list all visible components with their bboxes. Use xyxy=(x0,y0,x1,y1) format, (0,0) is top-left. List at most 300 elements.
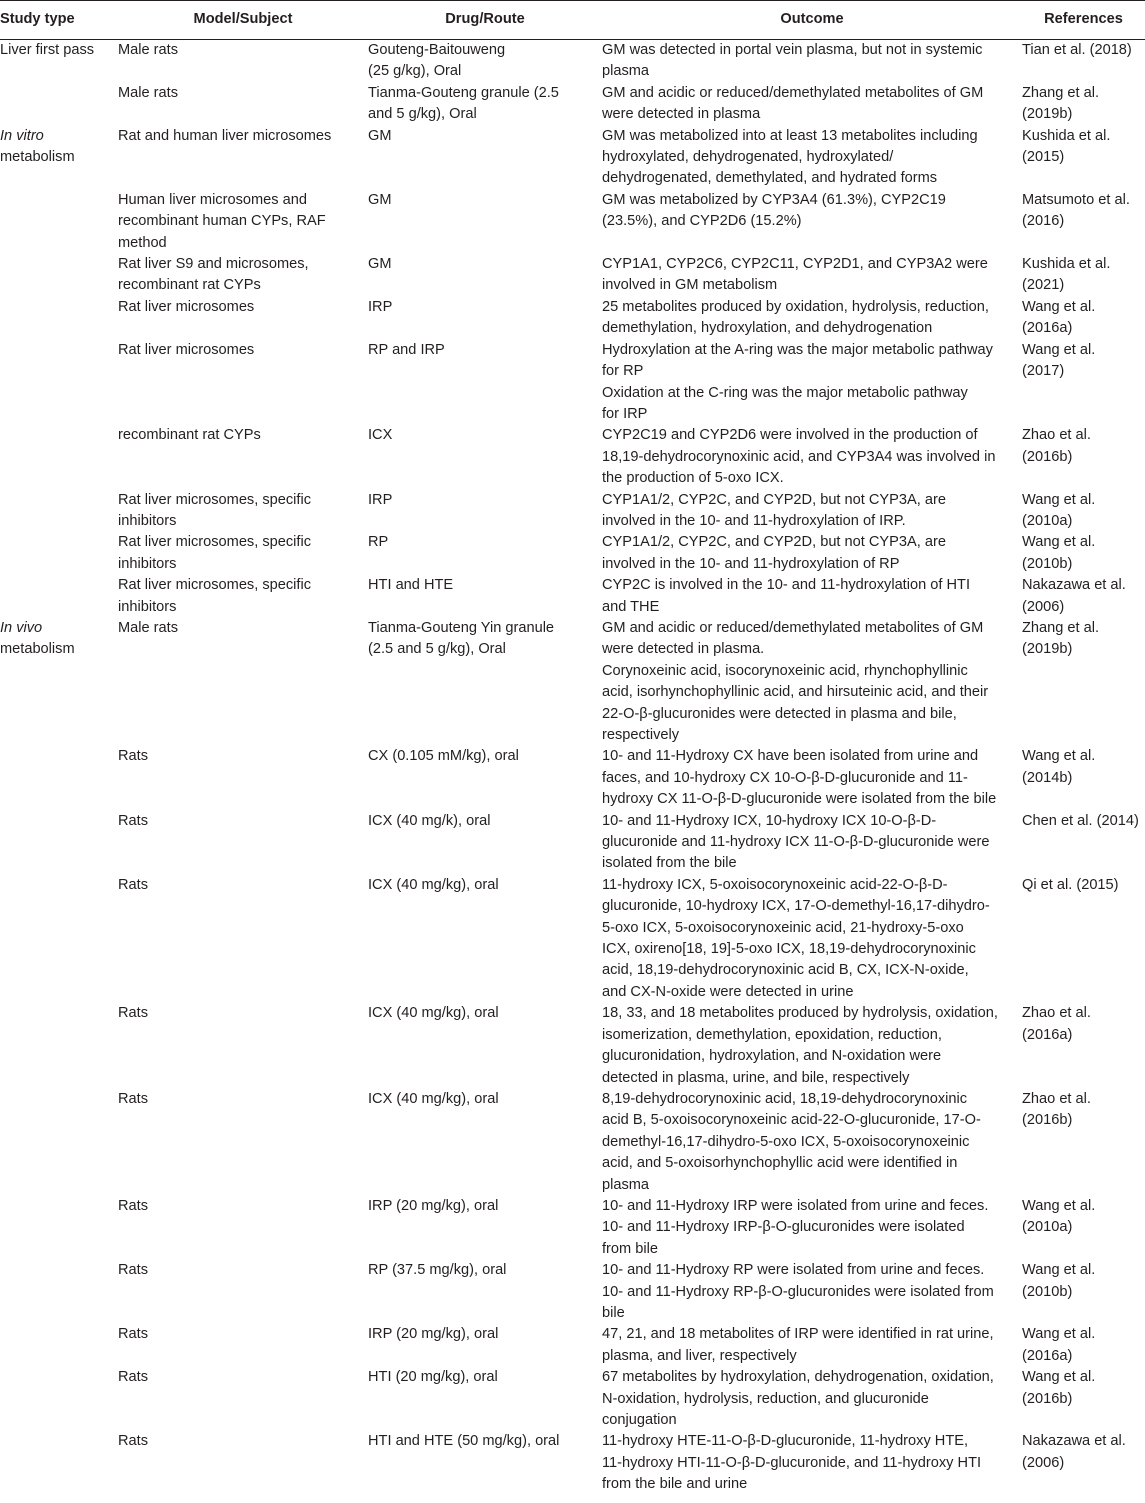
cell-outcome-line: 10- and 11-Hydroxy RP were isolated from urine and feces. xyxy=(602,1262,985,1279)
cell-outcome-line: 10- and 11-Hydroxy IRP were isolated from urine and feces. xyxy=(602,1197,989,1214)
cell-model-subject-line: Rats xyxy=(118,876,149,893)
cell-reference xyxy=(1022,297,1145,340)
cell-outcome-line: glucuronidation, hydroxylation, and N-oxidation were xyxy=(602,1048,942,1065)
cell-reference xyxy=(1022,1431,1145,1495)
cell-model-subject xyxy=(118,40,368,83)
cell-drug-route-line: and 5 g/kg), Oral xyxy=(368,106,477,123)
cell-reference-line: Wang et al. xyxy=(1022,1369,1096,1386)
cell-reference-line: Wang et al. xyxy=(1022,534,1096,551)
cell-study-type-line: metabolism xyxy=(0,641,75,658)
cell-study-type-line: Liver first pass xyxy=(0,42,95,58)
cell-reference-line: (2019b) xyxy=(1022,106,1073,123)
cell-drug-route-line: IRP xyxy=(368,491,393,508)
cell-outcome-line: 5-oxo ICX, 5-oxoisocorynoxeinic acid, 21-hydroxy-5-oxo xyxy=(602,919,964,936)
table-row xyxy=(0,1260,1145,1324)
cell-reference-line: Wang et al. xyxy=(1022,748,1096,765)
cell-outcome-line: and CX-N-oxide were detected in urine xyxy=(602,983,854,1000)
cell-study-type xyxy=(0,425,118,489)
cell-reference xyxy=(1022,490,1145,533)
cell-outcome-line: faces, and 10-hydroxy CX 10-O-β-D-glucuronide and 11- xyxy=(602,769,968,786)
cell-reference-line: Chen et al. (2014) xyxy=(1022,812,1139,829)
cell-study-type xyxy=(0,40,118,83)
table-row xyxy=(0,1324,1145,1367)
cell-study-type xyxy=(0,190,118,254)
cell-outcome xyxy=(602,297,1022,340)
cell-model-subject xyxy=(118,297,368,340)
cell-reference-line: (2014b) xyxy=(1022,769,1073,786)
cell-model-subject xyxy=(118,875,368,1003)
cell-outcome-line: demethylation, hydroxylation, and dehydrogenation xyxy=(602,320,933,337)
cell-model-subject-line: inhibitors xyxy=(118,598,177,615)
cell-model-subject-line: recombinant human CYPs, RAF xyxy=(118,213,326,230)
cell-outcome xyxy=(602,1431,1022,1495)
cell-model-subject xyxy=(118,1260,368,1324)
cell-reference-line: Nakazawa et al. xyxy=(1022,1433,1126,1450)
cell-outcome-line: Oxidation at the C-ring was the major metabolic pathway xyxy=(602,384,968,401)
cell-drug-route xyxy=(368,1324,602,1367)
cell-outcome-line: 22-O-β-glucuronides were detected in plasma and bile, xyxy=(602,705,957,722)
cell-reference-line: Wang et al. xyxy=(1022,1326,1096,1343)
cell-drug-route xyxy=(368,1089,602,1196)
cell-model-subject xyxy=(118,490,368,533)
cell-model-subject-line: Rats xyxy=(118,1262,149,1279)
cell-study-type xyxy=(0,1089,118,1196)
cell-outcome-line: 18,19-dehydrocorynoxinic acid, and CYP3A4 was involved in xyxy=(602,448,996,465)
cell-outcome xyxy=(602,1089,1022,1196)
cell-reference-line: Kushida et al. xyxy=(1022,256,1111,273)
cell-outcome xyxy=(602,40,1022,83)
cell-drug-route-line: IRP (20 mg/kg), oral xyxy=(368,1197,499,1214)
cell-study-type xyxy=(0,811,118,875)
header-row xyxy=(0,1,1145,40)
cell-study-type xyxy=(0,1196,118,1260)
cell-model-subject-line: Rats xyxy=(118,1326,149,1343)
cell-outcome-line: GM was metabolized into at least 13 metabolites including xyxy=(602,127,978,144)
cell-reference-line: Qi et al. (2015) xyxy=(1022,876,1119,893)
cell-drug-route xyxy=(368,1260,602,1324)
cell-reference-line: (2016) xyxy=(1022,213,1065,230)
cell-drug-route xyxy=(368,254,602,297)
cell-reference-line: (2010b) xyxy=(1022,1283,1073,1300)
cell-model-subject-line: Rats xyxy=(118,1197,149,1214)
cell-model-subject xyxy=(118,254,368,297)
cell-drug-route-line: HTI (20 mg/kg), oral xyxy=(368,1369,498,1386)
cell-model-subject xyxy=(118,746,368,810)
cell-reference-line: (2015) xyxy=(1022,149,1065,166)
cell-drug-route-line: ICX xyxy=(368,427,393,444)
cell-model-subject-line: Human liver microsomes and xyxy=(118,191,307,208)
cell-outcome xyxy=(602,746,1022,810)
cell-reference xyxy=(1022,875,1145,1003)
cell-model-subject-line: Rats xyxy=(118,812,149,829)
cell-outcome-line: were detected in plasma xyxy=(602,106,761,123)
table-row xyxy=(0,1367,1145,1431)
cell-drug-route-line: RP (37.5 mg/kg), oral xyxy=(368,1262,507,1279)
cell-model-subject-line: Rat liver S9 and microsomes, xyxy=(118,256,309,273)
cell-outcome-line: hydroxylated, dehydrogenated, hydroxylated/ xyxy=(602,149,894,166)
cell-outcome xyxy=(602,490,1022,533)
cell-reference-line: Matsumoto et al. xyxy=(1022,191,1130,208)
cell-reference xyxy=(1022,254,1145,297)
cell-outcome-line: plasma, and liver, respectively xyxy=(602,1347,797,1364)
cell-reference-line: Wang et al. xyxy=(1022,1197,1096,1214)
table-row xyxy=(0,875,1145,1003)
cell-model-subject xyxy=(118,1431,368,1495)
cell-drug-route-line: HTI and HTE xyxy=(368,577,454,594)
cell-drug-route-line: (25 g/kg), Oral xyxy=(368,63,462,80)
cell-outcome xyxy=(602,425,1022,489)
table-row xyxy=(0,297,1145,340)
cell-outcome-line: were detected in plasma. xyxy=(602,641,765,658)
cell-study-type xyxy=(0,575,118,618)
cell-reference xyxy=(1022,340,1145,426)
cell-outcome-line: glucuronide, 10-hydroxy ICX, 17-O-demethyl-16,17-dihydro- xyxy=(602,898,990,915)
table-row xyxy=(0,746,1145,810)
cell-outcome-line: CYP2C19 and CYP2D6 were involved in the production of xyxy=(602,427,978,444)
cell-outcome-line: 11-hydroxy ICX, 5-oxoisocorynoxeinic acid-22-O-β-D- xyxy=(602,876,948,893)
cell-outcome-line: N-oxidation, hydrolysis, reduction, and glucuronide xyxy=(602,1390,929,1407)
cell-drug-route-line: HTI and HTE (50 mg/kg), oral xyxy=(368,1433,560,1450)
cell-model-subject-line: Rats xyxy=(118,1369,149,1386)
cell-study-type xyxy=(0,490,118,533)
cell-study-type xyxy=(0,1324,118,1367)
table-row xyxy=(0,532,1145,575)
cell-model-subject-line: Rat liver microsomes, specific xyxy=(118,577,312,594)
cell-reference-line: (2006) xyxy=(1022,1454,1065,1471)
cell-outcome xyxy=(602,1324,1022,1367)
cell-model-subject xyxy=(118,1089,368,1196)
cell-study-type xyxy=(0,618,118,746)
cell-outcome xyxy=(602,1367,1022,1431)
cell-outcome-line: plasma xyxy=(602,1176,650,1193)
cell-reference-line: (2016b) xyxy=(1022,1390,1073,1407)
cell-outcome-line: acid B, 5-oxoisocorynoxeinic acid-22-O-glucuronide, 17-O- xyxy=(602,1112,981,1129)
cell-drug-route xyxy=(368,618,602,746)
cell-outcome xyxy=(602,340,1022,426)
cell-outcome-line: 18, 33, and 18 metabolites produced by hydrolysis, oxidation, xyxy=(602,1005,998,1022)
cell-model-subject-line: Rats xyxy=(118,748,149,765)
cell-drug-route xyxy=(368,297,602,340)
cell-model-subject xyxy=(118,126,368,190)
table-row xyxy=(0,1089,1145,1196)
cell-outcome xyxy=(602,811,1022,875)
cell-reference xyxy=(1022,425,1145,489)
cell-reference xyxy=(1022,575,1145,618)
cell-reference-line: Zhao et al. xyxy=(1022,1090,1091,1107)
cell-outcome-line: conjugation xyxy=(602,1412,677,1428)
cell-outcome-line: CYP2C is involved in the 10- and 11-hydroxylation of HTI xyxy=(602,577,971,594)
table-row xyxy=(0,40,1145,83)
cell-drug-route xyxy=(368,875,602,1003)
cell-model-subject xyxy=(118,575,368,618)
cell-drug-route-line: IRP (20 mg/kg), oral xyxy=(368,1326,499,1343)
cell-model-subject xyxy=(118,1196,368,1260)
cell-model-subject xyxy=(118,1324,368,1367)
table-row xyxy=(0,190,1145,254)
cell-model-subject xyxy=(118,340,368,426)
header-model-subject: Model/Subject xyxy=(118,1,368,40)
cell-reference xyxy=(1022,190,1145,254)
cell-outcome-line: GM was metabolized by CYP3A4 (61.3%), CYP2C19 xyxy=(602,191,946,208)
cell-study-type xyxy=(0,254,118,297)
cell-outcome xyxy=(602,1196,1022,1260)
cell-outcome-line: (23.5%), and CYP2D6 (15.2%) xyxy=(602,213,802,230)
cell-outcome-line: respectively xyxy=(602,727,680,743)
cell-study-type xyxy=(0,532,118,575)
cell-reference-line: Tian et al. (2018) xyxy=(1022,42,1132,58)
cell-reference-line: Zhang et al. xyxy=(1022,84,1100,101)
cell-drug-route xyxy=(368,40,602,83)
cell-drug-route-line: IRP xyxy=(368,298,393,315)
cell-outcome-line: for IRP xyxy=(602,405,648,422)
cell-outcome-line: acid, isorhynchophyllinic acid, and hirsuteinic acid, and their xyxy=(602,684,989,701)
cell-reference-line: Kushida et al. xyxy=(1022,127,1111,144)
cell-outcome-line: hydroxy CX 11-O-β-D-glucuronide were isolated from the bile xyxy=(602,791,997,808)
cell-outcome-line: acid, and 5-oxoisorhynchophyllic acid were identified in xyxy=(602,1155,958,1172)
cell-outcome-line: from the bile and urine xyxy=(602,1476,748,1493)
cell-reference xyxy=(1022,1196,1145,1260)
cell-outcome-line: and THE xyxy=(602,598,660,615)
cell-reference-line: (2016a) xyxy=(1022,1347,1073,1364)
cell-drug-route xyxy=(368,126,602,190)
cell-model-subject-line: Rats xyxy=(118,1005,149,1022)
cell-outcome-line: GM was detected in portal vein plasma, but not in systemic xyxy=(602,42,983,58)
cell-model-subject-line: Rat liver microsomes, specific xyxy=(118,491,312,508)
cell-reference-line: Zhao et al. xyxy=(1022,1005,1091,1022)
header-drug-route: Drug/Route xyxy=(368,1,602,40)
cell-drug-route-line: RP xyxy=(368,534,389,551)
table-row xyxy=(0,811,1145,875)
cell-study-type-line: metabolism xyxy=(0,149,75,166)
cell-drug-route-line: Tianma-Gouteng Yin granule xyxy=(368,619,555,636)
cell-outcome-line: involved in the 10- and 11-hydroxylation of RP xyxy=(602,555,900,572)
cell-reference-line: (2016b) xyxy=(1022,1112,1073,1129)
cell-outcome-line: CYP1A1/2, CYP2C, and CYP2D, but not CYP3A, are xyxy=(602,534,946,551)
cell-study-type xyxy=(0,297,118,340)
cell-reference xyxy=(1022,126,1145,190)
cell-drug-route xyxy=(368,1431,602,1495)
cell-study-type xyxy=(0,875,118,1003)
cell-outcome xyxy=(602,83,1022,126)
cell-drug-route xyxy=(368,811,602,875)
cell-drug-route xyxy=(368,490,602,533)
cell-reference-line: Zhang et al. xyxy=(1022,619,1100,636)
cell-outcome-line: from bile xyxy=(602,1240,658,1257)
table-row xyxy=(0,1196,1145,1260)
cell-outcome-line: 67 metabolites by hydroxylation, dehydrogenation, oxidation, xyxy=(602,1369,994,1386)
cell-drug-route xyxy=(368,83,602,126)
cell-outcome-line: CYP1A1, CYP2C6, CYP2C11, CYP2D1, and CYP3A2 were xyxy=(602,256,988,273)
cell-model-subject xyxy=(118,83,368,126)
cell-outcome-line: involved in the 10- and 11-hydroxylation of IRP. xyxy=(602,512,906,529)
cell-drug-route-line: Tianma-Gouteng granule (2.5 xyxy=(368,84,559,101)
cell-study-type-line: In vitro xyxy=(0,127,44,144)
cell-outcome-line: 11-hydroxy HTE-11-O-β-D-glucuronide, 11-hydroxy HTE, xyxy=(602,1433,969,1450)
table-row xyxy=(0,490,1145,533)
cell-model-subject xyxy=(118,1367,368,1431)
table-row xyxy=(0,1431,1145,1495)
cell-drug-route-line: GM xyxy=(368,127,392,144)
cell-reference-line: (2021) xyxy=(1022,277,1065,294)
cell-outcome-line: 11-hydroxy HTI-11-O-β-D-glucuronide, and 11-hydroxy HTI xyxy=(602,1454,982,1471)
cell-study-type xyxy=(0,1367,118,1431)
cell-model-subject-line: Male rats xyxy=(118,619,179,636)
cell-drug-route xyxy=(368,532,602,575)
header-references: References xyxy=(1022,1,1145,40)
cell-drug-route xyxy=(368,1367,602,1431)
table-row xyxy=(0,425,1145,489)
cell-drug-route xyxy=(368,425,602,489)
cell-reference xyxy=(1022,811,1145,875)
cell-drug-route-line: RP and IRP xyxy=(368,341,445,358)
cell-model-subject-line: Rat and human liver microsomes xyxy=(118,127,332,144)
cell-outcome-line: ICX, oxireno[18, 19]-5-oxo ICX, 18,19-dehydrocorynoxinic xyxy=(602,941,976,958)
cell-outcome-line: 10- and 11-Hydroxy ICX, 10-hydroxy ICX 10-O-β-D- xyxy=(602,812,937,829)
cell-drug-route xyxy=(368,575,602,618)
cell-drug-route-line: GM xyxy=(368,256,392,273)
cell-reference-line: Wang et al. xyxy=(1022,491,1096,508)
cell-drug-route-line: ICX (40 mg/kg), oral xyxy=(368,1090,499,1107)
cell-outcome xyxy=(602,190,1022,254)
cell-drug-route xyxy=(368,1003,602,1089)
cell-model-subject-line: method xyxy=(118,234,167,251)
cell-reference-line: Zhao et al. xyxy=(1022,427,1091,444)
cell-study-type xyxy=(0,126,118,190)
cell-reference xyxy=(1022,83,1145,126)
table-row xyxy=(0,618,1145,746)
cell-drug-route xyxy=(368,746,602,810)
cell-outcome-line: Hydroxylation at the A-ring was the major metabolic pathway xyxy=(602,341,993,358)
cell-outcome-line: dehydrogenated, demethylated, and hydrated forms xyxy=(602,170,938,187)
cell-reference xyxy=(1022,532,1145,575)
cell-outcome xyxy=(602,1260,1022,1324)
cell-model-subject-line: recombinant rat CYPs xyxy=(118,427,261,444)
cell-model-subject-line: Male rats xyxy=(118,42,179,58)
cell-model-subject xyxy=(118,811,368,875)
cell-outcome-line: plasma xyxy=(602,63,650,80)
cell-outcome-line: GM and acidic or reduced/demethylated metabolites of GM xyxy=(602,619,984,636)
cell-drug-route xyxy=(368,1196,602,1260)
table-row xyxy=(0,575,1145,618)
cell-study-type xyxy=(0,1260,118,1324)
cell-reference xyxy=(1022,1003,1145,1089)
cell-outcome-line: detected in plasma, urine, and bile, respectively xyxy=(602,1069,910,1086)
cell-outcome-line: for RP xyxy=(602,363,644,380)
cell-study-type-line: In vivo xyxy=(0,619,43,636)
cell-outcome-line: 25 metabolites produced by oxidation, hydrolysis, reduction, xyxy=(602,298,989,315)
cell-outcome xyxy=(602,575,1022,618)
cell-model-subject xyxy=(118,1003,368,1089)
cell-reference-line: (2017) xyxy=(1022,363,1065,380)
cell-study-type xyxy=(0,746,118,810)
cell-outcome xyxy=(602,126,1022,190)
cell-outcome-line: 10- and 11-Hydroxy CX have been isolated from urine and xyxy=(602,748,979,765)
header-outcome: Outcome xyxy=(602,1,1022,40)
cell-reference-line: (2016b) xyxy=(1022,448,1073,465)
cell-model-subject-line: Male rats xyxy=(118,84,179,101)
cell-outcome-line: Corynoxeinic acid, isocorynoxeinic acid, rhynchophyllinic xyxy=(602,662,968,679)
cell-drug-route-line: ICX (40 mg/kg), oral xyxy=(368,1005,499,1022)
header-study-type: Study type xyxy=(0,1,118,40)
cell-model-subject-line: inhibitors xyxy=(118,512,177,529)
cell-reference-line: (2016a) xyxy=(1022,1026,1073,1043)
cell-outcome xyxy=(602,618,1022,746)
cell-model-subject xyxy=(118,618,368,746)
cell-reference xyxy=(1022,746,1145,810)
table-row xyxy=(0,83,1145,126)
table-row xyxy=(0,126,1145,190)
cell-outcome-line: 10- and 11-Hydroxy IRP-β-O-glucuronides were isolated xyxy=(602,1219,965,1236)
cell-outcome xyxy=(602,875,1022,1003)
cell-outcome xyxy=(602,532,1022,575)
cell-drug-route xyxy=(368,190,602,254)
cell-model-subject-line: Rats xyxy=(118,1433,149,1450)
cell-outcome-line: bile xyxy=(602,1304,625,1321)
cell-outcome-line: glucuronide and 11-hydroxy ICX 11-O-β-D-glucuronide were xyxy=(602,834,990,851)
cell-outcome xyxy=(602,1003,1022,1089)
table-row xyxy=(0,1003,1145,1089)
cell-outcome-line: demethyl-16,17-dihydro-5-oxo ICX, 5-oxoisocorynoxeinic xyxy=(602,1133,970,1150)
cell-reference xyxy=(1022,1260,1145,1324)
cell-outcome-line: GM and acidic or reduced/demethylated metabolites of GM xyxy=(602,84,984,101)
cell-drug-route-line: ICX (40 mg/kg), oral xyxy=(368,876,499,893)
cell-reference-line: (2019b) xyxy=(1022,641,1073,658)
cell-study-type xyxy=(0,83,118,126)
cell-model-subject-line: Rat liver microsomes xyxy=(118,298,255,315)
cell-reference xyxy=(1022,1367,1145,1431)
cell-reference-line: Nakazawa et al. xyxy=(1022,577,1126,594)
cell-reference-line: Wang et al. xyxy=(1022,298,1096,315)
cell-reference-line: Wang et al. xyxy=(1022,1262,1096,1279)
cell-reference-line: (2010a) xyxy=(1022,1219,1073,1236)
cell-drug-route-line: ICX (40 mg/k), oral xyxy=(368,812,491,829)
cell-outcome-line: 10- and 11-Hydroxy RP-β-O-glucuronides were isolated from xyxy=(602,1283,994,1300)
cell-model-subject xyxy=(118,190,368,254)
cell-outcome-line: involved in GM metabolism xyxy=(602,277,778,294)
cell-outcome-line: 8,19-dehydrocorynoxinic acid, 18,19-dehydrocorynoxinic xyxy=(602,1090,968,1107)
cell-outcome-line: isomerization, demethylation, epoxidation, reduction, xyxy=(602,1026,942,1043)
table-body xyxy=(0,40,1145,1496)
cell-reference xyxy=(1022,1324,1145,1367)
cell-outcome-line: acid, 18,19-dehydrocorynoxinic acid B, CX, ICX-N-oxide, xyxy=(602,962,969,979)
cell-outcome xyxy=(602,254,1022,297)
cell-model-subject xyxy=(118,425,368,489)
cell-reference-line: (2006) xyxy=(1022,598,1065,615)
cell-study-type xyxy=(0,1003,118,1089)
cell-study-type xyxy=(0,340,118,426)
cell-model-subject-line: Rat liver microsomes, specific xyxy=(118,534,312,551)
cell-reference-line: (2010b) xyxy=(1022,555,1073,572)
cell-reference xyxy=(1022,1089,1145,1196)
cell-outcome-line: CYP1A1/2, CYP2C, and CYP2D, but not CYP3A, are xyxy=(602,491,946,508)
cell-reference-line: (2010a) xyxy=(1022,512,1073,529)
cell-model-subject-line: recombinant rat CYPs xyxy=(118,277,261,294)
cell-reference xyxy=(1022,618,1145,746)
cell-drug-route-line: (2.5 and 5 g/kg), Oral xyxy=(368,641,506,658)
cell-model-subject-line: Rats xyxy=(118,1090,149,1107)
cell-reference-line: (2016a) xyxy=(1022,320,1073,337)
cell-model-subject xyxy=(118,532,368,575)
cell-reference-line: Wang et al. xyxy=(1022,341,1096,358)
cell-outcome-line: isolated from the bile xyxy=(602,855,737,872)
cell-outcome-line: 47, 21, and 18 metabolites of IRP were identified in rat urine, xyxy=(602,1326,994,1343)
cell-model-subject-line: Rat liver microsomes xyxy=(118,341,255,358)
cell-drug-route-line: Gouteng-Baitouweng xyxy=(368,42,506,58)
table-row xyxy=(0,254,1145,297)
table-row xyxy=(0,340,1145,426)
cell-model-subject-line: inhibitors xyxy=(118,555,177,572)
cell-reference xyxy=(1022,40,1145,83)
